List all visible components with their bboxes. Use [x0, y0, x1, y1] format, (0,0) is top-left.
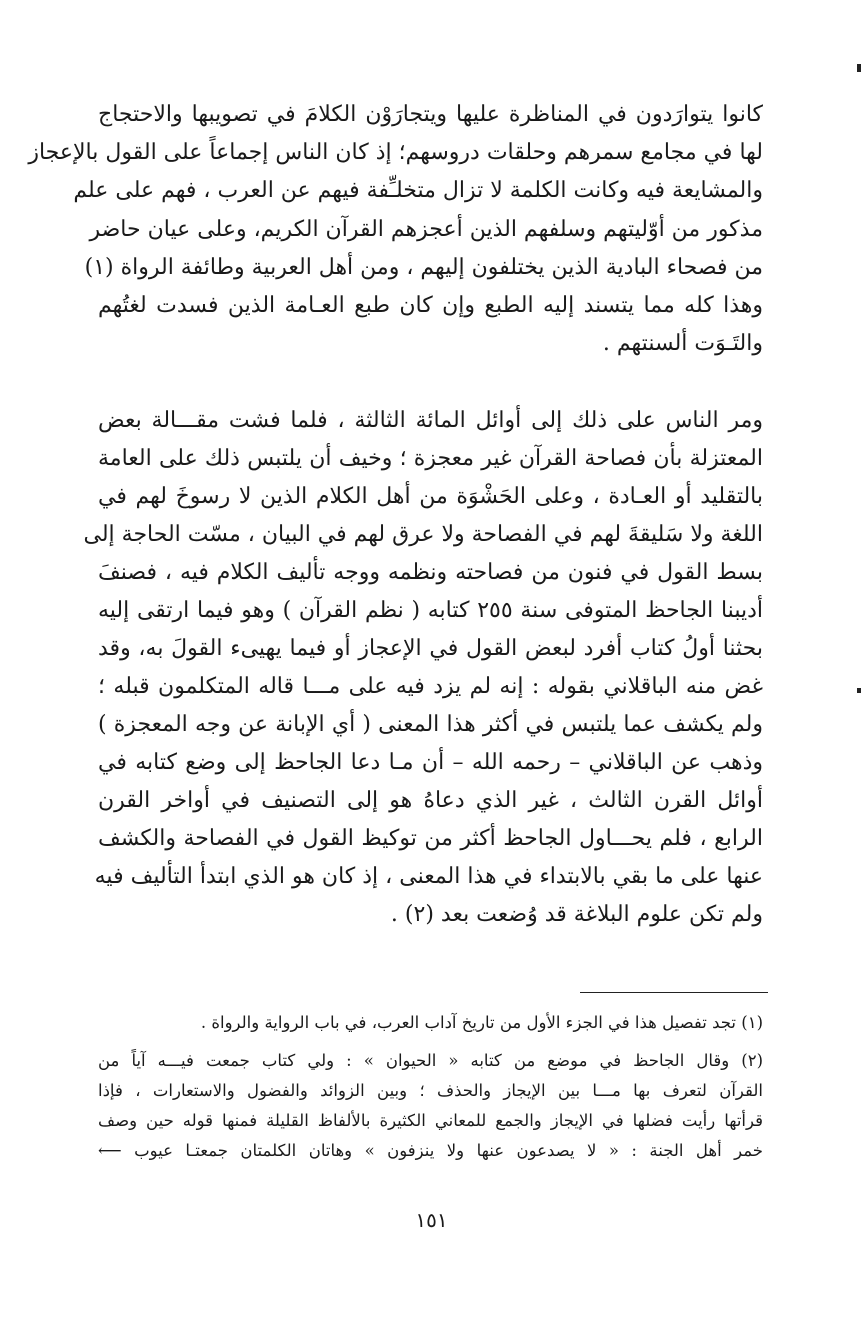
text-line: ولم تكن علوم البلاغة قد وُضعت بعد (٢) . — [390, 902, 763, 927]
text-line: مذكور من أوّليتهم وسلفهم الذين أعجزهم القرآن الكريم، وعلى عيان حاضر — [89, 216, 763, 242]
footnote-1: (١) تجد تفصيل هذا في الجزء الأول من تاريخ آداب العرب، في باب الرواية والرواة . — [200, 1013, 763, 1032]
text-line: أوائل القرن الثالث ، غير الذي دعاهُ هو إلى التصنيف في أواخر القرن — [98, 788, 763, 813]
text-line: كانوا يتوارَدون في المناظرة عليها ويتجارَوْن الكلامَ في تصويبها والاحتجاج — [98, 102, 763, 127]
text-line: من فصحاء البادية الذين يختلفون إليهم ، ومن أهل العربية وطائفة الرواة (١) — [84, 254, 763, 280]
text-line: ولم يكشف عما يلتبس في أكثر هذا المعنى ( أي الإبانة عن وجه المعجزة ) — [98, 712, 763, 737]
text-line: والمشايعة فيه وكانت الكلمة لا تزال متخلـِّفة فيهم عن العرب ، فهم على علم — [73, 178, 763, 204]
footnote-gap — [98, 1038, 763, 1046]
text-line: ومر الناس على ذلك إلى أوائل المائة الثالثة ، فلما فشت مقـــالة بعض — [98, 408, 763, 433]
text-line: وهذا كله مما يتسند إليه الطبع وإن كان طبع العـامة الذين فسدت لغتُهم — [98, 292, 763, 318]
text-line: بالتقليد أو العـادة ، وعلى الحَشْوَة من أهل الكلام الذين لا رسوخَ لهم في — [98, 484, 763, 509]
text-line: الرابع ، فلم يحـــاول الجاحظ أكثر من توكيظ القول في الفصاحة والكشف — [98, 826, 763, 851]
text-line: وذهب عن الباقلاني – رحمه الله – أن مـا دعا الجاحظ إلى وضع كتابه في — [98, 750, 763, 775]
text-line: غض منه الباقلاني بقوله : إنه لم يزد فيه على مـــا قاله المتكلمون قبله ؛ — [98, 674, 763, 699]
page-number: ١٥١ — [415, 1208, 448, 1232]
text-line: والتَـوَت ألسنتهم . — [602, 331, 763, 357]
text-line: لها في مجامع سمرهم وحلقات دروسهم؛ إذ كان الناس إجماعاً على القول بالإعجاز — [28, 140, 763, 166]
scan-edge-mark — [857, 64, 861, 72]
paragraph-1 — [28, 96, 763, 363]
footnote-2-line: قرأتها رأيت فضلها في الإيجاز والجمع للمعاني الكثيرة بالألفاظ القليلة فمنها قوله حين وصف — [98, 1111, 763, 1130]
footnote-2-line: القرآن لتعرف بها مـــا بين الإيجاز والحذف ؛ وبين الزوائد والفضول والاستعارات ، فإذا — [98, 1081, 763, 1100]
footnotes — [98, 1008, 763, 1166]
text-line: بحثنا أولُ كتاب أفرد لبعض القول في الإعجاز أو فيما يهيىء القولَ به، وقد — [98, 636, 763, 661]
scan-edge-mark — [857, 688, 861, 693]
text-line: بسط القول في فنون من فصاحته ونظمه ووجه تأليف الكلام فيه ، فصنفَ — [98, 560, 763, 585]
text-line: المعتزلة بأن فصاحة القرآن غير معجزة ؛ وخيف أن يلتبس ذلك على العامة — [98, 446, 763, 471]
text-line: عنها على ما بقي بالابتداء في هذا المعنى ، إذ كان هو الذي ابتدأ التأليف فيه — [94, 864, 763, 889]
footnote-2-line: خمر أهل الجنة : « لا يصدعون عنها ولا ينزفون » وهاتان الكلمتان جمعتـا عيوب ⟵ — [98, 1141, 763, 1160]
text-line: اللغة ولا سَليقةَ لهم في الفصاحة ولا عرق لهم في البيان ، مسّت الحاجة إلى — [83, 522, 763, 547]
paragraph-2 — [83, 402, 763, 934]
footnote-separator — [580, 992, 768, 993]
footnote-2-line: (٢) وقال الجاحظ في موضع من كتابه « الحيوان » : ولي كتاب جمعت فيـــه آياً من — [98, 1051, 763, 1070]
text-line: أديبنا الجاحظ المتوفى سنة ٢٥٥ كتابه ( نظم القرآن ) وهو فيما ارتقى إليه — [98, 598, 763, 623]
